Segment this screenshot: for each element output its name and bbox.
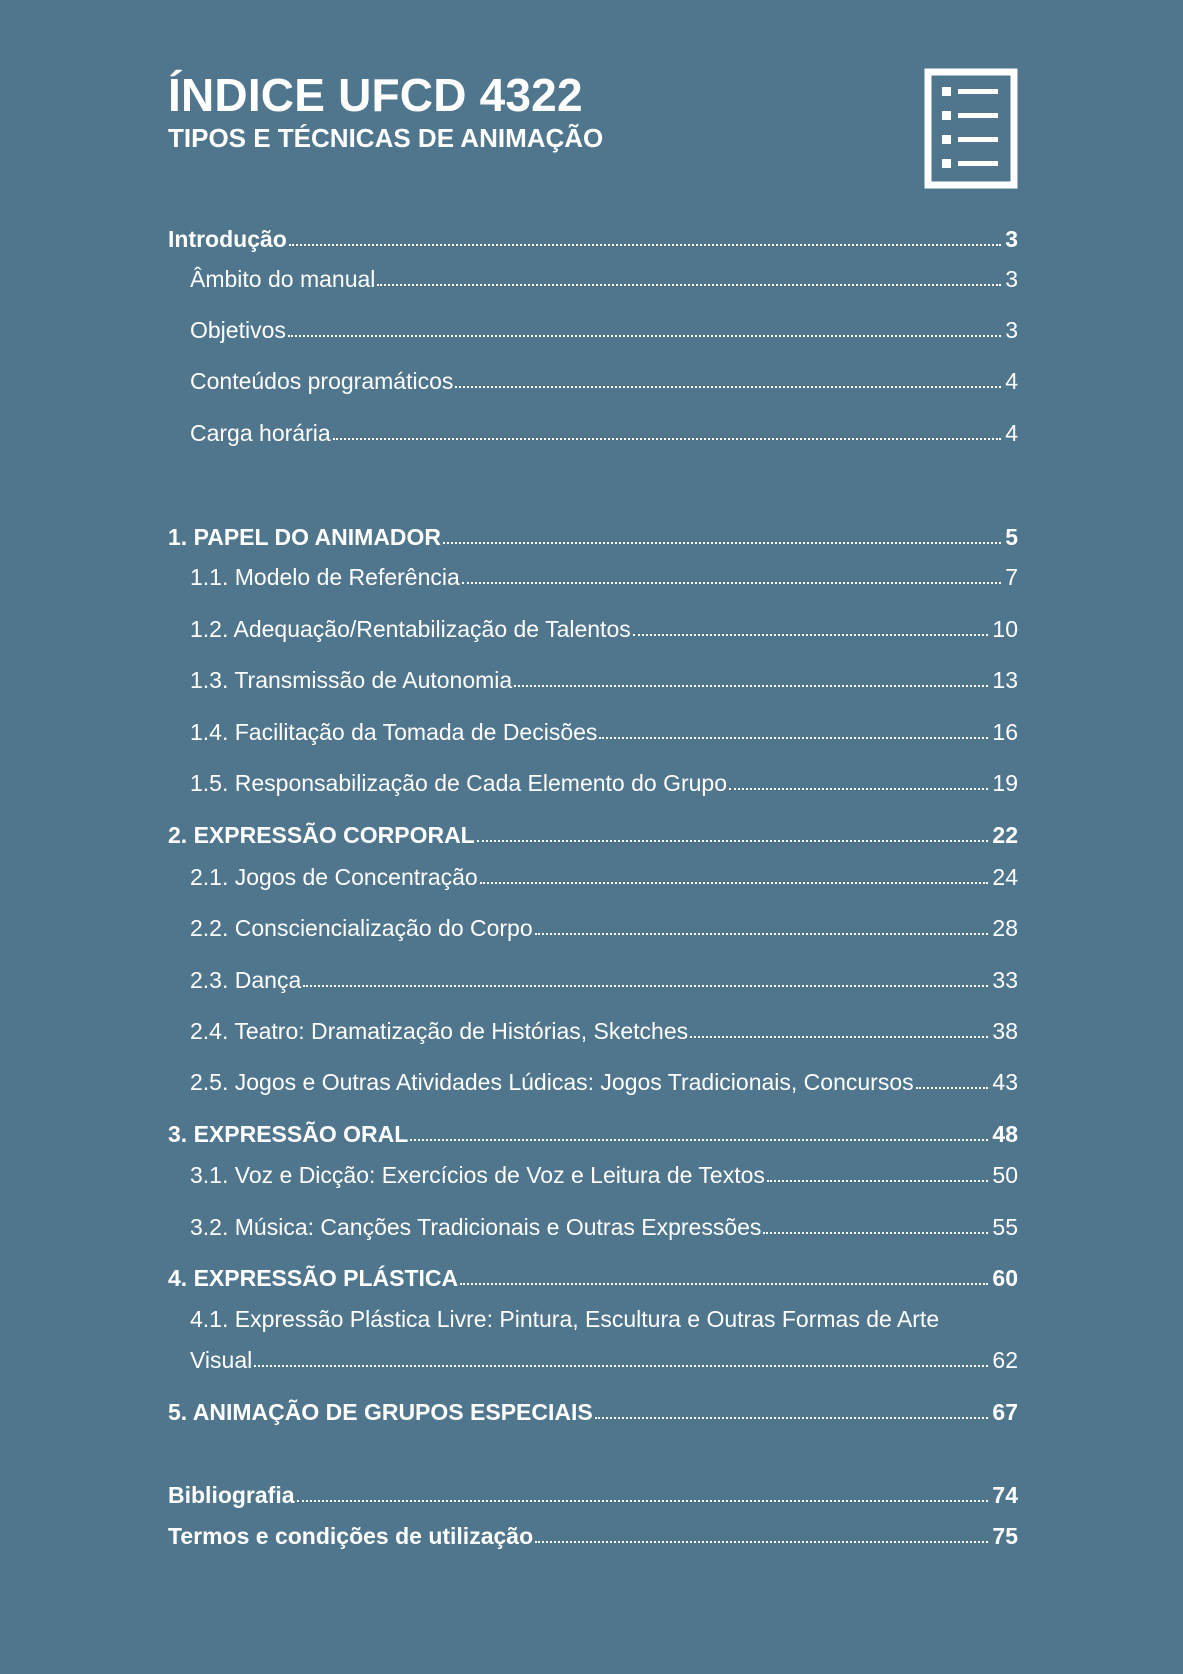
toc-entry-3-2[interactable]: [190, 1212, 1018, 1242]
dot-leader: [767, 1180, 989, 1182]
dot-leader: [297, 1500, 989, 1502]
toc-entry-page: 62: [992, 1347, 1018, 1373]
toc-entry-ambito[interactable]: [190, 264, 1018, 294]
toc-entry-chapter-1[interactable]: [168, 522, 1018, 552]
toc-entry-page: 5: [1005, 524, 1018, 550]
toc-entry-chapter-2[interactable]: [168, 820, 1018, 850]
toc-entry-label: 1.2. Adequação/Rentabilização de Talentos: [190, 616, 631, 642]
dot-leader: [333, 438, 1002, 440]
dot-leader: [289, 244, 1001, 246]
toc-entry-page: 60: [992, 1265, 1018, 1291]
dot-leader: [455, 386, 1001, 388]
dot-leader: [514, 685, 988, 687]
toc-entry-page: 4: [1005, 368, 1018, 394]
toc-entry-label: Visual: [190, 1347, 253, 1373]
toc-entry-label: 1.5. Responsabilização de Cada Elemento do Grupo: [190, 770, 728, 796]
dot-leader: [254, 1365, 988, 1367]
dot-leader: [462, 582, 1001, 584]
toc-entry-bibliografia[interactable]: [168, 1480, 1018, 1510]
toc-entry-page: 74: [992, 1482, 1018, 1508]
toc-entry-2-3[interactable]: [190, 965, 1018, 995]
toc-entry-page: 67: [992, 1399, 1018, 1425]
toc-entry-2-5[interactable]: [190, 1067, 1018, 1097]
toc-entry-page: 33: [992, 967, 1018, 993]
toc-entry-2-1[interactable]: [190, 862, 1018, 892]
toc-entry-introducao[interactable]: [168, 224, 1018, 254]
page-header: [168, 68, 868, 154]
toc-entry-page: 38: [992, 1018, 1018, 1044]
toc-entry-page: 50: [992, 1162, 1018, 1188]
toc-entry-1-3[interactable]: [190, 665, 1018, 695]
toc-entry-label: 2. EXPRESSÃO CORPORAL: [168, 822, 475, 848]
toc-entry-label: Objetivos: [190, 317, 286, 343]
toc-entry-label: 3.2. Música: Canções Tradicionais e Outras Expressões: [190, 1214, 762, 1240]
dot-leader: [460, 1283, 988, 1285]
toc-entry-label: 4. EXPRESSÃO PLÁSTICA: [168, 1265, 459, 1291]
dot-leader: [480, 882, 989, 884]
dot-leader: [377, 284, 1001, 286]
toc-entry-label: 2.2. Consciencialização do Corpo: [190, 915, 533, 941]
dot-leader: [535, 1541, 988, 1543]
dot-leader: [477, 840, 989, 842]
toc-entry-1-4[interactable]: [190, 717, 1018, 747]
dot-leader: [599, 737, 988, 739]
dot-leader: [729, 788, 988, 790]
toc-entry-3-1[interactable]: [190, 1160, 1018, 1190]
toc-entry-label: 1.1. Modelo de Referência: [190, 564, 460, 590]
toc-entry-page: 19: [992, 770, 1018, 796]
toc-entry-chapter-5[interactable]: [168, 1397, 1018, 1427]
toc-entry-page: 43: [992, 1069, 1018, 1095]
toc-entry-label: Bibliografia: [168, 1482, 295, 1508]
toc-entry-label: 1.4. Facilitação da Tomada de Decisões: [190, 719, 598, 745]
dot-leader: [916, 1087, 989, 1089]
toc-entry-1-2[interactable]: [190, 614, 1018, 644]
page-title: ÍNDICE UFCD 4322: [168, 69, 583, 121]
toc-entry-page: 10: [992, 616, 1018, 642]
toc-entry-4-1[interactable]: [190, 1345, 1018, 1375]
toc-entry-termos[interactable]: [168, 1521, 1018, 1551]
toc-entry-label: Termos e condições de utilização: [168, 1523, 534, 1549]
toc-entry-page: 4: [1005, 420, 1018, 446]
toc-entry-chapter-3[interactable]: [168, 1119, 1018, 1149]
toc-entry-label: Carga horária: [190, 420, 331, 446]
toc-entry-1-1[interactable]: [190, 562, 1018, 592]
page-subtitle: TIPOS E TÉCNICAS DE ANIMAÇÃO: [168, 123, 604, 153]
dot-leader: [595, 1417, 989, 1419]
toc-entry-label: 2.4. Teatro: Dramatização de Histórias, Sketches: [190, 1018, 689, 1044]
dot-leader: [690, 1036, 988, 1038]
dot-leader: [535, 933, 989, 935]
toc-entry-2-2[interactable]: [190, 913, 1018, 943]
dot-leader: [633, 634, 989, 636]
toc-entry-page: 3: [1005, 266, 1018, 292]
toc-entry-objetivos[interactable]: [190, 315, 1018, 345]
dot-leader: [410, 1139, 988, 1141]
toc-entry-page: 48: [992, 1121, 1018, 1147]
toc-entry-carga-horaria[interactable]: [190, 418, 1018, 448]
toc-entry-label: 3. EXPRESSÃO ORAL: [168, 1121, 409, 1147]
toc-entry-label: Introdução: [168, 226, 287, 252]
dot-leader: [288, 335, 1001, 337]
toc-entry-page: 55: [992, 1214, 1018, 1240]
toc-entry-page: 22: [992, 822, 1018, 848]
toc-entry-page: 3: [1005, 226, 1018, 252]
toc-entry-label: Conteúdos programáticos: [190, 368, 454, 394]
document-list-icon: [924, 68, 1018, 189]
dot-leader: [763, 1232, 988, 1234]
toc-entry-label: 3.1. Voz e Dicção: Exercícios de Voz e Leitura de Textos: [190, 1162, 765, 1188]
toc-entry-1-5[interactable]: [190, 768, 1018, 798]
toc-entry-label: 1.3. Transmissão de Autonomia: [190, 667, 513, 693]
toc-entry-label: 2.5. Jogos e Outras Atividades Lúdicas: Jogos Tradicionais, Concursos: [190, 1069, 914, 1095]
toc-entry-page: 28: [992, 915, 1018, 941]
dot-leader: [303, 985, 988, 987]
toc-entry-label: 2.3. Dança: [190, 967, 302, 993]
toc-entry-4-1-line1[interactable]: 4.1. Expressão Plástica Livre: Pintura, Escultura e Outras Formas de Arte: [190, 1306, 940, 1332]
toc-entry-conteudos[interactable]: [190, 366, 1018, 396]
toc-entry-page: 7: [1005, 564, 1018, 590]
toc-entry-label: 1. PAPEL DO ANIMADOR: [168, 524, 442, 550]
toc-entry-page: 16: [992, 719, 1018, 745]
toc-entry-page: 75: [992, 1523, 1018, 1549]
toc-entry-2-4[interactable]: [190, 1016, 1018, 1046]
toc-entry-label: 2.1. Jogos de Concentração: [190, 864, 478, 890]
toc-entry-label: Âmbito do manual: [190, 266, 376, 292]
toc-entry-page: 3: [1005, 317, 1018, 343]
dot-leader: [443, 542, 1001, 544]
toc-entry-chapter-4[interactable]: [168, 1263, 1018, 1293]
toc-entry-page: 24: [992, 864, 1018, 890]
toc-entry-label: 5. ANIMAÇÃO DE GRUPOS ESPECIAIS: [168, 1399, 593, 1425]
toc-entry-page: 13: [992, 667, 1018, 693]
